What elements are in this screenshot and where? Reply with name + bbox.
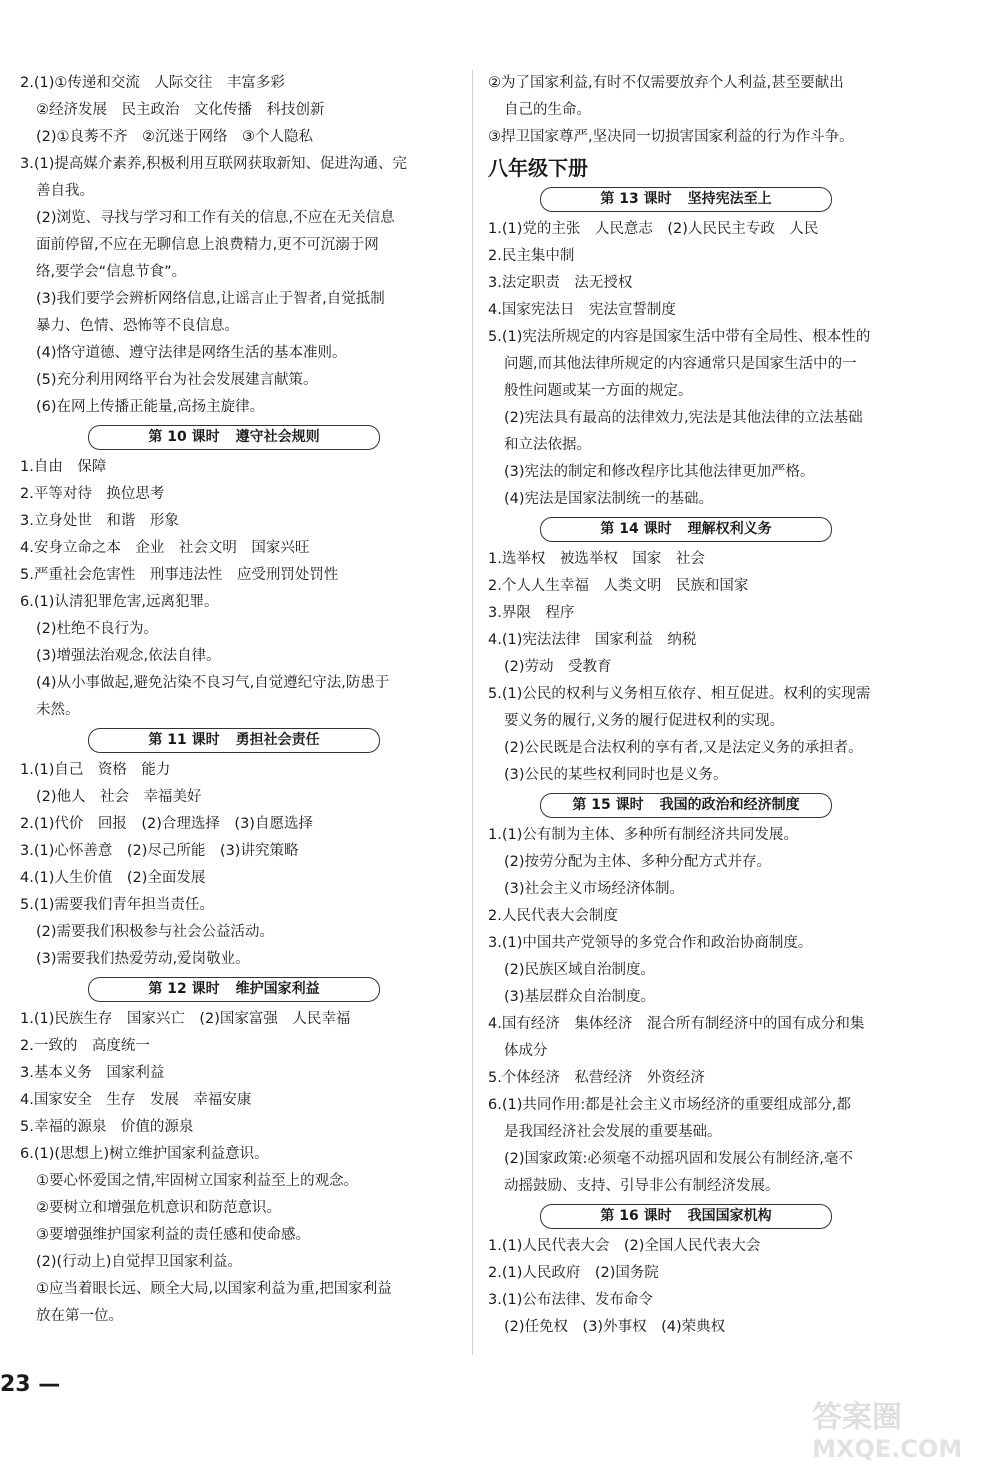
- answer-line: (6)在网上传播正能量,高扬主旋律。: [36, 399, 265, 415]
- answer-line: 6.(1)(思想上)树立维护国家利益意识。: [20, 1146, 269, 1162]
- lesson-title: 我国的政治和经济制度: [659, 797, 800, 813]
- answer-line: (2)民族区域自治制度。: [504, 962, 656, 978]
- answer-line: 3.界限 程序: [488, 605, 575, 621]
- answer-line: 4.安身立命之本 企业 社会文明 国家兴旺: [20, 540, 310, 556]
- answer-line: 3.(1)中国共产党领导的多党合作和政治协商制度。: [488, 935, 813, 951]
- lesson-number: 第 11 课时: [148, 732, 220, 748]
- answer-line: 2.个人人生幸福 人类文明 民族和国家: [488, 578, 749, 594]
- answer-line: (4)宪法是国家法制统一的基础。: [504, 491, 714, 507]
- answer-line: 3.基本义务 国家利益: [20, 1065, 165, 1081]
- section-heading: 八年级下册: [488, 156, 588, 180]
- answer-line: (3)增强法治观念,依法自律。: [36, 648, 221, 664]
- answer-line: (5)充分利用网络平台为社会发展建言献策。: [36, 372, 318, 388]
- right-column: [488, 70, 903, 1341]
- column-divider: [472, 70, 473, 1355]
- answer-line: 络,要学会“信息节食”。: [36, 264, 187, 280]
- answer-line: 善自我。: [36, 183, 94, 199]
- answer-line: 5.严重社会危害性 刑事违法性 应受刑罚处罚性: [20, 567, 339, 583]
- watermark-url: MXQE.COM: [812, 1435, 963, 1463]
- lesson-header: [540, 1204, 832, 1229]
- lesson-number: 第 13 课时: [600, 191, 672, 207]
- answer-line: 3.(1)心怀善意 (2)尽己所能 (3)讲究策略: [20, 843, 299, 859]
- answer-line: (3)宪法的制定和修改程序比其他法律更加严格。: [504, 464, 815, 480]
- lesson-title: 遵守社会规则: [235, 429, 320, 445]
- answer-line: 4.国有经济 集体经济 混合所有制经济中的国有成分和集: [488, 1016, 865, 1032]
- answer-line: 般性问题或某一方面的规定。: [504, 383, 693, 399]
- answer-line: (3)我们要学会辨析网络信息,让谣言止于智者,自觉抵制: [36, 291, 385, 307]
- lesson-header: [540, 517, 832, 542]
- answer-line: 2.(1)代价 回报 (2)合理选择 (3)自愿选择: [20, 816, 313, 832]
- answer-line: 1.自由 保障: [20, 459, 107, 475]
- answer-line: (2)按劳分配为主体、多种分配方式并存。: [504, 854, 772, 870]
- answer-line: 2.一致的 高度统一: [20, 1038, 150, 1054]
- answer-line: ①要心怀爱国之情,牢固树立国家利益至上的观念。: [36, 1173, 359, 1189]
- answer-line: 6.(1)认清犯罪危害,远离犯罪。: [20, 594, 219, 610]
- answer-line: 3.(1)公布法律、发布命令: [488, 1292, 653, 1308]
- lesson-header: [540, 793, 832, 818]
- answer-line: 4.国家宪法日 宪法宣誓制度: [488, 302, 676, 318]
- lesson-number: 第 10 课时: [148, 429, 220, 445]
- answer-line: (2)宪法具有最高的法律效力,宪法是其他法律的立法基础: [504, 410, 863, 426]
- answer-line: 2.人民代表大会制度: [488, 908, 618, 924]
- watermark-title: 答案圈: [812, 1400, 902, 1435]
- lesson-number: 第 15 课时: [572, 797, 644, 813]
- lesson-title: 理解权利义务: [687, 521, 772, 537]
- lesson-title: 维护国家利益: [235, 981, 320, 997]
- answer-line: 5.(1)需要我们青年担当责任。: [20, 897, 214, 913]
- watermark-logo: [806, 1395, 976, 1463]
- lesson-number: 第 12 课时: [148, 981, 220, 997]
- answer-line: (2)公民既是合法权利的享有者,又是法定义务的承担者。: [504, 740, 863, 756]
- page-number: 23 —: [0, 1372, 61, 1397]
- answer-line: 2.(1)①传递和交流 人际交往 丰富多彩: [20, 75, 285, 91]
- answer-line: 1.选举权 被选举权 国家 社会: [488, 551, 705, 567]
- answer-line: (2)劳动 受教育: [504, 659, 612, 675]
- lesson-number: 第 16 课时: [600, 1208, 672, 1224]
- answer-line: (2)需要我们积极参与社会公益活动。: [36, 924, 275, 940]
- answer-line: ②要树立和增强危机意识和防范意识。: [36, 1200, 281, 1216]
- answer-line: (4)从小事做起,避免沾染不良习气,自觉遵纪守法,防患于: [36, 675, 390, 691]
- answer-line: (2)①良莠不齐 ②沉迷于网络 ③个人隐私: [36, 129, 314, 145]
- answer-line: 暴力、色情、恐怖等不良信息。: [36, 318, 239, 334]
- lesson-title: 勇担社会责任: [235, 732, 320, 748]
- answer-line: 自己的生命。: [504, 102, 591, 118]
- answer-line: ③要增强维护国家利益的责任感和使命感。: [36, 1227, 310, 1243]
- lesson-title: 坚持宪法至上: [687, 191, 772, 207]
- answer-line: 5.(1)公民的权利与义务相互依存、相互促进。权利的实现需: [488, 686, 871, 702]
- left-column: [20, 70, 460, 1330]
- answer-line: 4.国家安全 生存 发展 幸福安康: [20, 1092, 252, 1108]
- answer-line: 面前停留,不应在无聊信息上浪费精力,更不可沉溺于网: [36, 237, 379, 253]
- answer-line: 1.(1)人民代表大会 (2)全国人民代表大会: [488, 1238, 761, 1254]
- answer-line: 1.(1)公有制为主体、多种所有制经济共同发展。: [488, 827, 798, 843]
- answer-line: 问题,而其他法律所规定的内容通常只是国家生活中的一: [504, 356, 857, 372]
- answer-line: (2)任免权 (3)外事权 (4)荣典权: [504, 1319, 726, 1335]
- answer-line: 3.立身处世 和谐 形象: [20, 513, 179, 529]
- answer-line: 动摇鼓励、支持、引导非公有制经济发展。: [504, 1178, 780, 1194]
- answer-line: (2)浏览、寻找与学习和工作有关的信息,不应在无关信息: [36, 210, 395, 226]
- answer-line: 未然。: [36, 702, 80, 718]
- answer-line: ②为了国家利益,有时不仅需要放弃个人利益,甚至要献出: [488, 75, 844, 91]
- answer-line: 体成分: [504, 1043, 548, 1059]
- answer-line: ③捍卫国家尊严,坚决同一切损害国家利益的行为作斗争。: [488, 129, 854, 145]
- lesson-header: [540, 187, 832, 212]
- answer-line: (3)基层群众自治制度。: [504, 989, 656, 1005]
- answer-line: 5.(1)宪法所规定的内容是国家生活中带有全局性、根本性的: [488, 329, 871, 345]
- lesson-header: [88, 728, 380, 753]
- lesson-number: 第 14 课时: [600, 521, 672, 537]
- answer-line: 是我国经济社会发展的重要基础。: [504, 1124, 722, 1140]
- answer-line: 4.(1)宪法法律 国家利益 纳税: [488, 632, 697, 648]
- answer-line: (3)公民的某些权利同时也是义务。: [504, 767, 728, 783]
- answer-line: 2.平等对待 换位思考: [20, 486, 165, 502]
- lesson-title: 我国国家机构: [687, 1208, 772, 1224]
- answer-line: (2)他人 社会 幸福美好: [36, 789, 202, 805]
- answer-line: 和立法依据。: [504, 437, 591, 453]
- answer-line: ②经济发展 民主政治 文化传播 科技创新: [36, 102, 325, 118]
- answer-line: 2.(1)人民政府 (2)国务院: [488, 1265, 659, 1281]
- answer-line: 1.(1)民族生存 国家兴亡 (2)国家富强 人民幸福: [20, 1011, 351, 1027]
- answer-line: 放在第一位。: [36, 1308, 123, 1324]
- answer-line: (3)需要我们热爱劳动,爱岗敬业。: [36, 951, 250, 967]
- answer-line: (2)(行动上)自觉捍卫国家利益。: [36, 1254, 242, 1270]
- answer-line: 1.(1)自己 资格 能力: [20, 762, 171, 778]
- answer-line: 3.法定职责 法无授权: [488, 275, 633, 291]
- lesson-header: [88, 977, 380, 1002]
- answer-line: 6.(1)共同作用:都是社会主义市场经济的重要组成部分,都: [488, 1097, 851, 1113]
- answer-line: (4)恪守道德、遵守法律是网络生活的基本准则。: [36, 345, 347, 361]
- answer-line: 5.幸福的源泉 价值的源泉: [20, 1119, 194, 1135]
- answer-line: (2)杜绝不良行为。: [36, 621, 159, 637]
- answer-line: 1.(1)党的主张 人民意志 (2)人民民主专政 人民: [488, 221, 819, 237]
- answer-line: ①应当着眼长远、顾全大局,以国家利益为重,把国家利益: [36, 1281, 392, 1297]
- answer-line: 2.民主集中制: [488, 248, 575, 264]
- answer-line: 5.个体经济 私营经济 外资经济: [488, 1070, 705, 1086]
- answer-line: (3)社会主义市场经济体制。: [504, 881, 685, 897]
- lesson-header: [88, 425, 380, 450]
- answer-line: 要义务的履行,义务的履行促进权利的实现。: [504, 713, 785, 729]
- answer-line: (2)国家政策:必须毫不动摇巩固和发展公有制经济,毫不: [504, 1151, 854, 1167]
- answer-line: 3.(1)提高媒介素养,积极利用互联网获取新知、促进沟通、完: [20, 156, 407, 172]
- answer-line: 4.(1)人生价值 (2)全面发展: [20, 870, 206, 886]
